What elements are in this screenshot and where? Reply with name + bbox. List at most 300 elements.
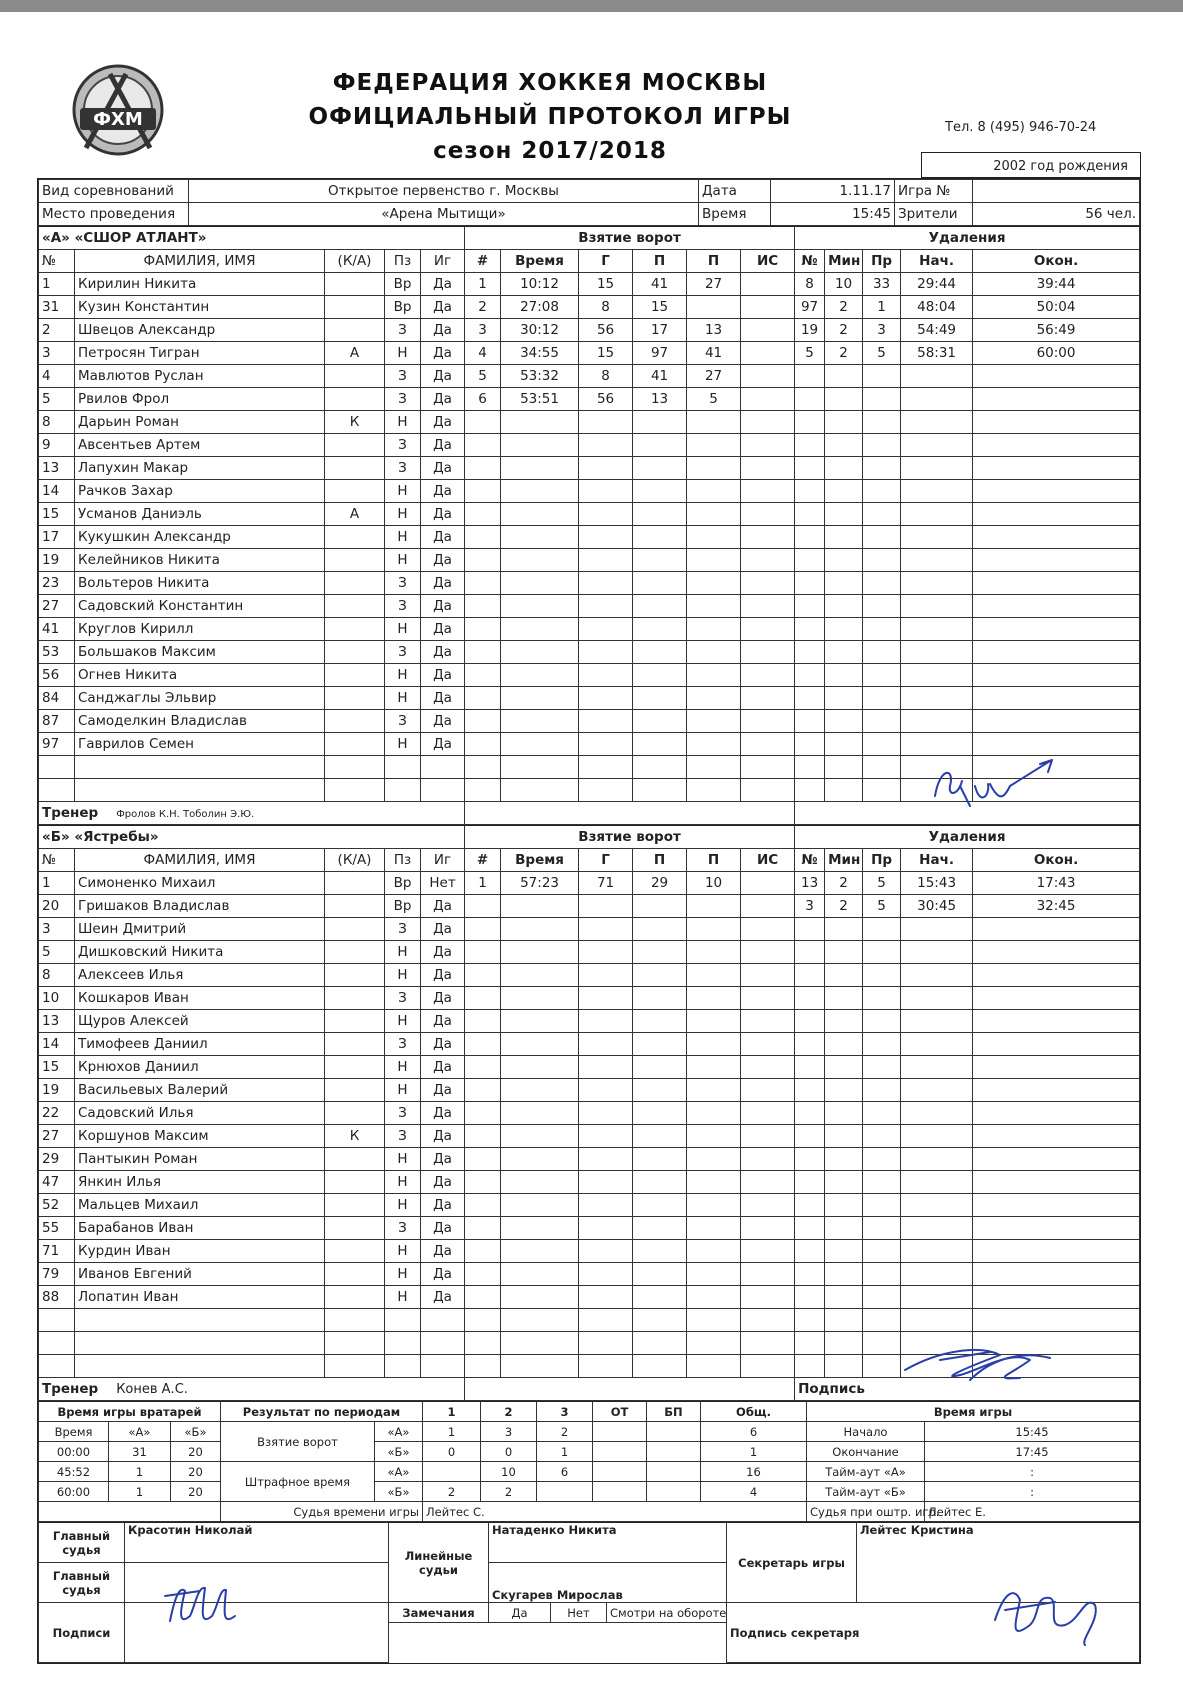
- player-role: [325, 595, 385, 618]
- penalty-cell: 17:43: [973, 872, 1140, 895]
- penalty-cell: 10: [825, 273, 863, 296]
- player-position: З: [385, 1125, 421, 1148]
- player-role: [325, 1056, 385, 1079]
- player-name: Усманов Даниэль: [75, 503, 325, 526]
- player-position: З: [385, 1217, 421, 1240]
- player-number: 17: [39, 526, 75, 549]
- player-row: [39, 710, 1140, 733]
- penalty-cell: 2: [825, 342, 863, 365]
- player-played: Да: [421, 595, 465, 618]
- goal-cell: 56: [579, 319, 633, 342]
- player-name: Садовский Константин: [75, 595, 325, 618]
- player-played: Да: [421, 1286, 465, 1309]
- player-role: [325, 664, 385, 687]
- player-row: [39, 687, 1140, 710]
- player-role: [325, 457, 385, 480]
- player-row: [39, 1194, 1140, 1217]
- col-is: ИС: [741, 250, 795, 273]
- player-row: [39, 365, 1140, 388]
- fhm-logo: [64, 64, 172, 156]
- player-position: Н: [385, 1194, 421, 1217]
- ref-label-1: Главный судья: [39, 1523, 125, 1563]
- timekeeper-value: Лейтес С.: [423, 1502, 807, 1522]
- title-federation: ФЕДЕРАЦИЯ ХОККЕЯ МОСКВЫ: [332, 70, 768, 96]
- goal-cell: 15: [579, 273, 633, 296]
- player-position: Н: [385, 618, 421, 641]
- player-role: [325, 434, 385, 457]
- player-position: З: [385, 365, 421, 388]
- start-label: Начало: [807, 1422, 925, 1442]
- player-position: Н: [385, 342, 421, 365]
- player-number: 8: [39, 411, 75, 434]
- player-position: Н: [385, 1148, 421, 1171]
- player-position: З: [385, 641, 421, 664]
- penalty-cell: 2: [825, 296, 863, 319]
- col-num: #: [465, 849, 501, 872]
- timeout-b-label: Тайм-аут «Б»: [807, 1482, 925, 1502]
- player-played: Да: [421, 273, 465, 296]
- player-number: 84: [39, 687, 75, 710]
- player-number: 5: [39, 388, 75, 411]
- col-pz: Пз: [385, 849, 421, 872]
- spect-value: 56 чел.: [973, 203, 1140, 226]
- player-name: Кузин Константин: [75, 296, 325, 319]
- player-number: 15: [39, 1056, 75, 1079]
- player-position: Н: [385, 664, 421, 687]
- player-name: Барабанов Иван: [75, 1217, 325, 1240]
- player-role: [325, 1217, 385, 1240]
- period-2-head: 2: [481, 1402, 537, 1422]
- goal-cell: 13: [687, 319, 741, 342]
- birth-year-box: 2002 год рождения: [921, 152, 1141, 178]
- player-name: Янкин Илья: [75, 1171, 325, 1194]
- player-name: Дишковский Никита: [75, 941, 325, 964]
- bp-head: БП: [647, 1402, 701, 1422]
- player-role: [325, 710, 385, 733]
- player-name: Рвилов Фрол: [75, 388, 325, 411]
- player-name: Дарьин Роман: [75, 411, 325, 434]
- player-position: Вр: [385, 895, 421, 918]
- goal-cell: 29: [633, 872, 687, 895]
- col-start: Нач.: [901, 849, 973, 872]
- penalty-cell: 2: [825, 872, 863, 895]
- gk-col-b: «Б»: [171, 1422, 221, 1442]
- penalties-header: Удаления: [795, 826, 1140, 849]
- player-row: [39, 296, 1140, 319]
- player-number: 14: [39, 1033, 75, 1056]
- goal-cell: 53:51: [501, 388, 579, 411]
- player-number: 8: [39, 964, 75, 987]
- penalty-cell: 58:31: [901, 342, 973, 365]
- player-name: Гришаков Владислав: [75, 895, 325, 918]
- goal-cell: 5: [687, 388, 741, 411]
- player-role: [325, 918, 385, 941]
- player-number: 4: [39, 365, 75, 388]
- game-time-title: Время игры: [807, 1402, 1140, 1422]
- player-number: 71: [39, 1240, 75, 1263]
- player-number: 87: [39, 710, 75, 733]
- penalty-cell: 8: [795, 273, 825, 296]
- player-number: 10: [39, 987, 75, 1010]
- player-row: [39, 1056, 1140, 1079]
- results-title: Результат по периодам: [221, 1402, 423, 1422]
- end-label: Окончание: [807, 1442, 925, 1462]
- player-number: 1: [39, 273, 75, 296]
- penalty-cell: 32:45: [973, 895, 1140, 918]
- ot-head: ОТ: [593, 1402, 647, 1422]
- player-row: [39, 480, 1140, 503]
- ref-label-2: Главный судья: [39, 1563, 125, 1603]
- player-position: Вр: [385, 273, 421, 296]
- player-position: Н: [385, 1171, 421, 1194]
- col-p1: П: [633, 250, 687, 273]
- player-position: Н: [385, 964, 421, 987]
- player-role: [325, 1171, 385, 1194]
- goal-cell: [741, 319, 795, 342]
- player-position: Н: [385, 1010, 421, 1033]
- player-played: Да: [421, 319, 465, 342]
- player-number: 79: [39, 1263, 75, 1286]
- player-number: 3: [39, 918, 75, 941]
- col-min: Мин: [825, 250, 863, 273]
- player-row: [39, 411, 1140, 434]
- team-label: «А» «СШОР АТЛАНТ»: [39, 227, 465, 250]
- gk-col-a: «А»: [109, 1422, 171, 1442]
- col-g: Г: [579, 250, 633, 273]
- player-role: [325, 1033, 385, 1056]
- player-name: Петросян Тигран: [75, 342, 325, 365]
- timeout-a-label: Тайм-аут «А»: [807, 1462, 925, 1482]
- pim-label: Штрафное время: [221, 1462, 375, 1502]
- penalty-cell: 33: [863, 273, 901, 296]
- goal-cell: 3: [465, 319, 501, 342]
- goal-cell: [687, 296, 741, 319]
- player-number: 52: [39, 1194, 75, 1217]
- player-position: Н: [385, 1056, 421, 1079]
- player-row: [39, 756, 1140, 779]
- player-played: Да: [421, 388, 465, 411]
- player-played: Да: [421, 918, 465, 941]
- player-name: Васильевых Валерий: [75, 1079, 325, 1102]
- player-role: [325, 618, 385, 641]
- player-role: [325, 388, 385, 411]
- goal-cell: 8: [579, 296, 633, 319]
- goal-cell: [741, 872, 795, 895]
- player-number: 88: [39, 1286, 75, 1309]
- player-name: Самоделкин Владислав: [75, 710, 325, 733]
- goal-cell: [741, 342, 795, 365]
- period-1-head: 1: [423, 1402, 481, 1422]
- period-3-head: 3: [537, 1402, 593, 1422]
- player-number: 23: [39, 572, 75, 595]
- player-role: [325, 1079, 385, 1102]
- player-row: [39, 273, 1140, 296]
- player-role: [325, 872, 385, 895]
- col-time: Время: [501, 250, 579, 273]
- player-position: Н: [385, 503, 421, 526]
- player-number: 55: [39, 1217, 75, 1240]
- goal-cell: 53:32: [501, 365, 579, 388]
- player-number: 13: [39, 457, 75, 480]
- team-label: «Б» «Ястребы»: [39, 826, 465, 849]
- col-pr: Пр: [863, 849, 901, 872]
- player-number: 20: [39, 895, 75, 918]
- player-name: Щуров Алексей: [75, 1010, 325, 1033]
- pim-b-total: 4: [701, 1482, 807, 1502]
- goal-cell: 4: [465, 342, 501, 365]
- date-value: 1.11.17: [771, 180, 895, 203]
- player-position: Н: [385, 687, 421, 710]
- player-played: Да: [421, 1033, 465, 1056]
- player-name: Вольтеров Никита: [75, 572, 325, 595]
- player-row: [39, 895, 1140, 918]
- player-row: [39, 618, 1140, 641]
- penalty-cell: 13: [795, 872, 825, 895]
- player-name: Лопатин Иван: [75, 1286, 325, 1309]
- goal-cell: 8: [579, 365, 633, 388]
- player-role: [325, 987, 385, 1010]
- penalty-cell: 5: [863, 895, 901, 918]
- player-row: [39, 388, 1140, 411]
- player-role: [325, 1194, 385, 1217]
- player-row: [39, 872, 1140, 895]
- player-row: [39, 1263, 1140, 1286]
- coach-label: Тренер: [42, 1381, 99, 1397]
- secretary-sign-label: Подпись секретаря: [727, 1603, 1140, 1663]
- comp-value: Открытое первенство г. Москвы: [189, 180, 699, 203]
- player-name: Иванов Евгений: [75, 1263, 325, 1286]
- player-played: Да: [421, 526, 465, 549]
- player-played: Да: [421, 641, 465, 664]
- penbox-value: Лейтес Е.: [925, 1502, 1140, 1522]
- player-position: З: [385, 457, 421, 480]
- player-name: Алексеев Илья: [75, 964, 325, 987]
- goal-cell: 1: [465, 273, 501, 296]
- linesmen-label: Линейные судьи: [389, 1523, 489, 1603]
- col-num: #: [465, 250, 501, 273]
- goal-cell: 34:55: [501, 342, 579, 365]
- start-value: 15:45: [925, 1422, 1140, 1442]
- player-name: Швецов Александр: [75, 319, 325, 342]
- player-name: Кирилин Никита: [75, 273, 325, 296]
- player-name: Рачков Захар: [75, 480, 325, 503]
- ref1-name: Красотин Николай: [125, 1523, 389, 1563]
- team-b-table: [38, 825, 1140, 1401]
- player-played: Да: [421, 1125, 465, 1148]
- col-p2: П: [687, 849, 741, 872]
- player-played: Да: [421, 941, 465, 964]
- officials-table: [38, 1522, 1140, 1663]
- player-role: К: [325, 411, 385, 434]
- player-played: Да: [421, 664, 465, 687]
- penalty-cell: 48:04: [901, 296, 973, 319]
- player-number: 3: [39, 342, 75, 365]
- col-end: Окон.: [973, 849, 1140, 872]
- player-number: 19: [39, 549, 75, 572]
- player-role: А: [325, 342, 385, 365]
- player-number: 53: [39, 641, 75, 664]
- penalty-cell: 1: [863, 296, 901, 319]
- date-label: Дата: [699, 180, 771, 203]
- penalty-cell: 56:49: [973, 319, 1140, 342]
- sign-label: Подпись: [795, 1378, 1140, 1401]
- goals-label: Взятие ворот: [221, 1422, 375, 1462]
- player-name: Курдин Иван: [75, 1240, 325, 1263]
- player-played: Да: [421, 987, 465, 1010]
- player-row: [39, 779, 1140, 802]
- player-row: [39, 319, 1140, 342]
- player-role: К: [325, 1125, 385, 1148]
- player-role: [325, 480, 385, 503]
- gk-title: Время игры вратарей: [39, 1402, 221, 1422]
- player-number: 27: [39, 595, 75, 618]
- end-value: 17:45: [925, 1442, 1140, 1462]
- place-value: «Арена Мытищи»: [189, 203, 699, 226]
- player-row: [39, 1286, 1140, 1309]
- player-position: З: [385, 388, 421, 411]
- goal-cell: 41: [687, 342, 741, 365]
- goal-cell: 27:08: [501, 296, 579, 319]
- player-row: [39, 595, 1140, 618]
- player-name: Большаков Максим: [75, 641, 325, 664]
- player-position: З: [385, 572, 421, 595]
- player-position: З: [385, 1102, 421, 1125]
- penalty-cell: 2: [825, 319, 863, 342]
- goal-cell: 5: [465, 365, 501, 388]
- player-name: Лапухин Макар: [75, 457, 325, 480]
- player-row: [39, 1033, 1140, 1056]
- player-position: З: [385, 710, 421, 733]
- player-name: Садовский Илья: [75, 1102, 325, 1125]
- player-row: [39, 733, 1140, 756]
- player-role: [325, 1010, 385, 1033]
- notes-label: Замечания: [389, 1603, 489, 1623]
- player-row: [39, 664, 1140, 687]
- penalty-cell: 5: [863, 342, 901, 365]
- player-number: 1: [39, 872, 75, 895]
- player-role: [325, 572, 385, 595]
- player-number: 56: [39, 664, 75, 687]
- player-row: [39, 987, 1140, 1010]
- col-ka: (К/А): [325, 250, 385, 273]
- player-position: З: [385, 1033, 421, 1056]
- goals-b-total: 1: [701, 1442, 807, 1462]
- player-row: [39, 964, 1140, 987]
- player-played: Да: [421, 411, 465, 434]
- player-position: Н: [385, 1286, 421, 1309]
- player-number: 19: [39, 1079, 75, 1102]
- player-played: Да: [421, 1102, 465, 1125]
- player-played: Да: [421, 365, 465, 388]
- player-position: З: [385, 987, 421, 1010]
- goal-cell: 30:12: [501, 319, 579, 342]
- pim-a-total: 16: [701, 1462, 807, 1482]
- comp-label: Вид соревнований: [39, 180, 189, 203]
- penalty-cell: 3: [863, 319, 901, 342]
- penalty-cell: 29:44: [901, 273, 973, 296]
- goal-cell: 17: [633, 319, 687, 342]
- title-season: сезон 2017/2018: [433, 138, 667, 164]
- linesman-1: Натаденко Никита: [489, 1523, 727, 1563]
- player-row: [39, 457, 1140, 480]
- player-row: [39, 1125, 1140, 1148]
- player-name: Огнев Никита: [75, 664, 325, 687]
- secretary-label: Секретарь игры: [727, 1523, 857, 1603]
- phone-number: Тел. 8 (495) 946-70-24: [945, 120, 1097, 135]
- col-g: Г: [579, 849, 633, 872]
- goal-cell: 71: [579, 872, 633, 895]
- penalty-cell: 19: [795, 319, 825, 342]
- team-b-mark: «Б»: [375, 1442, 423, 1462]
- logo-text: ФХМ: [93, 109, 143, 130]
- col-no: №: [39, 250, 75, 273]
- player-row: [39, 918, 1140, 941]
- player-position: З: [385, 595, 421, 618]
- player-role: [325, 733, 385, 756]
- player-role: [325, 895, 385, 918]
- player-name: Круглов Кирилл: [75, 618, 325, 641]
- linesman-2: Скугарев Мирослав: [489, 1563, 727, 1603]
- col-p2: П: [687, 250, 741, 273]
- col-pr: Пр: [863, 250, 901, 273]
- player-number: 2: [39, 319, 75, 342]
- player-row: [39, 1148, 1140, 1171]
- player-position: З: [385, 319, 421, 342]
- player-role: [325, 1148, 385, 1171]
- signs-label: Подписи: [39, 1603, 125, 1663]
- player-number: 27: [39, 1125, 75, 1148]
- info-table: [38, 179, 1140, 226]
- goal-cell: 10: [687, 872, 741, 895]
- goal-cell: [741, 296, 795, 319]
- player-played: Да: [421, 1148, 465, 1171]
- player-played: Да: [421, 1240, 465, 1263]
- player-played: Нет: [421, 872, 465, 895]
- player-name: Тимофеев Даниил: [75, 1033, 325, 1056]
- player-name: Пантыкин Роман: [75, 1148, 325, 1171]
- goal-cell: 41: [633, 365, 687, 388]
- player-name: Санджаглы Эльвир: [75, 687, 325, 710]
- player-position: Н: [385, 1079, 421, 1102]
- goal-cell: [741, 365, 795, 388]
- spect-label: Зрители: [895, 203, 973, 226]
- goal-cell: 27: [687, 273, 741, 296]
- timekeeper-label: Судья времени игры: [221, 1502, 423, 1522]
- player-number: 15: [39, 503, 75, 526]
- player-played: Да: [421, 503, 465, 526]
- penalty-cell: 3: [795, 895, 825, 918]
- col-time: Время: [501, 849, 579, 872]
- game-label: Игра №: [895, 180, 973, 203]
- col-name: ФАМИЛИЯ, ИМЯ: [75, 849, 325, 872]
- player-name: Кукушкин Александр: [75, 526, 325, 549]
- goal-cell: 1: [465, 872, 501, 895]
- goal-cell: 57:23: [501, 872, 579, 895]
- col-end: Окон.: [973, 250, 1140, 273]
- goals-header: Взятие ворот: [465, 826, 795, 849]
- player-played: Да: [421, 480, 465, 503]
- col-name: ФАМИЛИЯ, ИМЯ: [75, 250, 325, 273]
- team-a-mark: «А»: [375, 1422, 423, 1442]
- goal-cell: 15: [579, 342, 633, 365]
- player-number: 5: [39, 941, 75, 964]
- notes-no: Нет: [551, 1603, 607, 1623]
- player-position: Н: [385, 526, 421, 549]
- player-row: [39, 1309, 1140, 1332]
- player-row: [39, 1332, 1140, 1355]
- goal-cell: 6: [465, 388, 501, 411]
- player-row: [39, 1171, 1140, 1194]
